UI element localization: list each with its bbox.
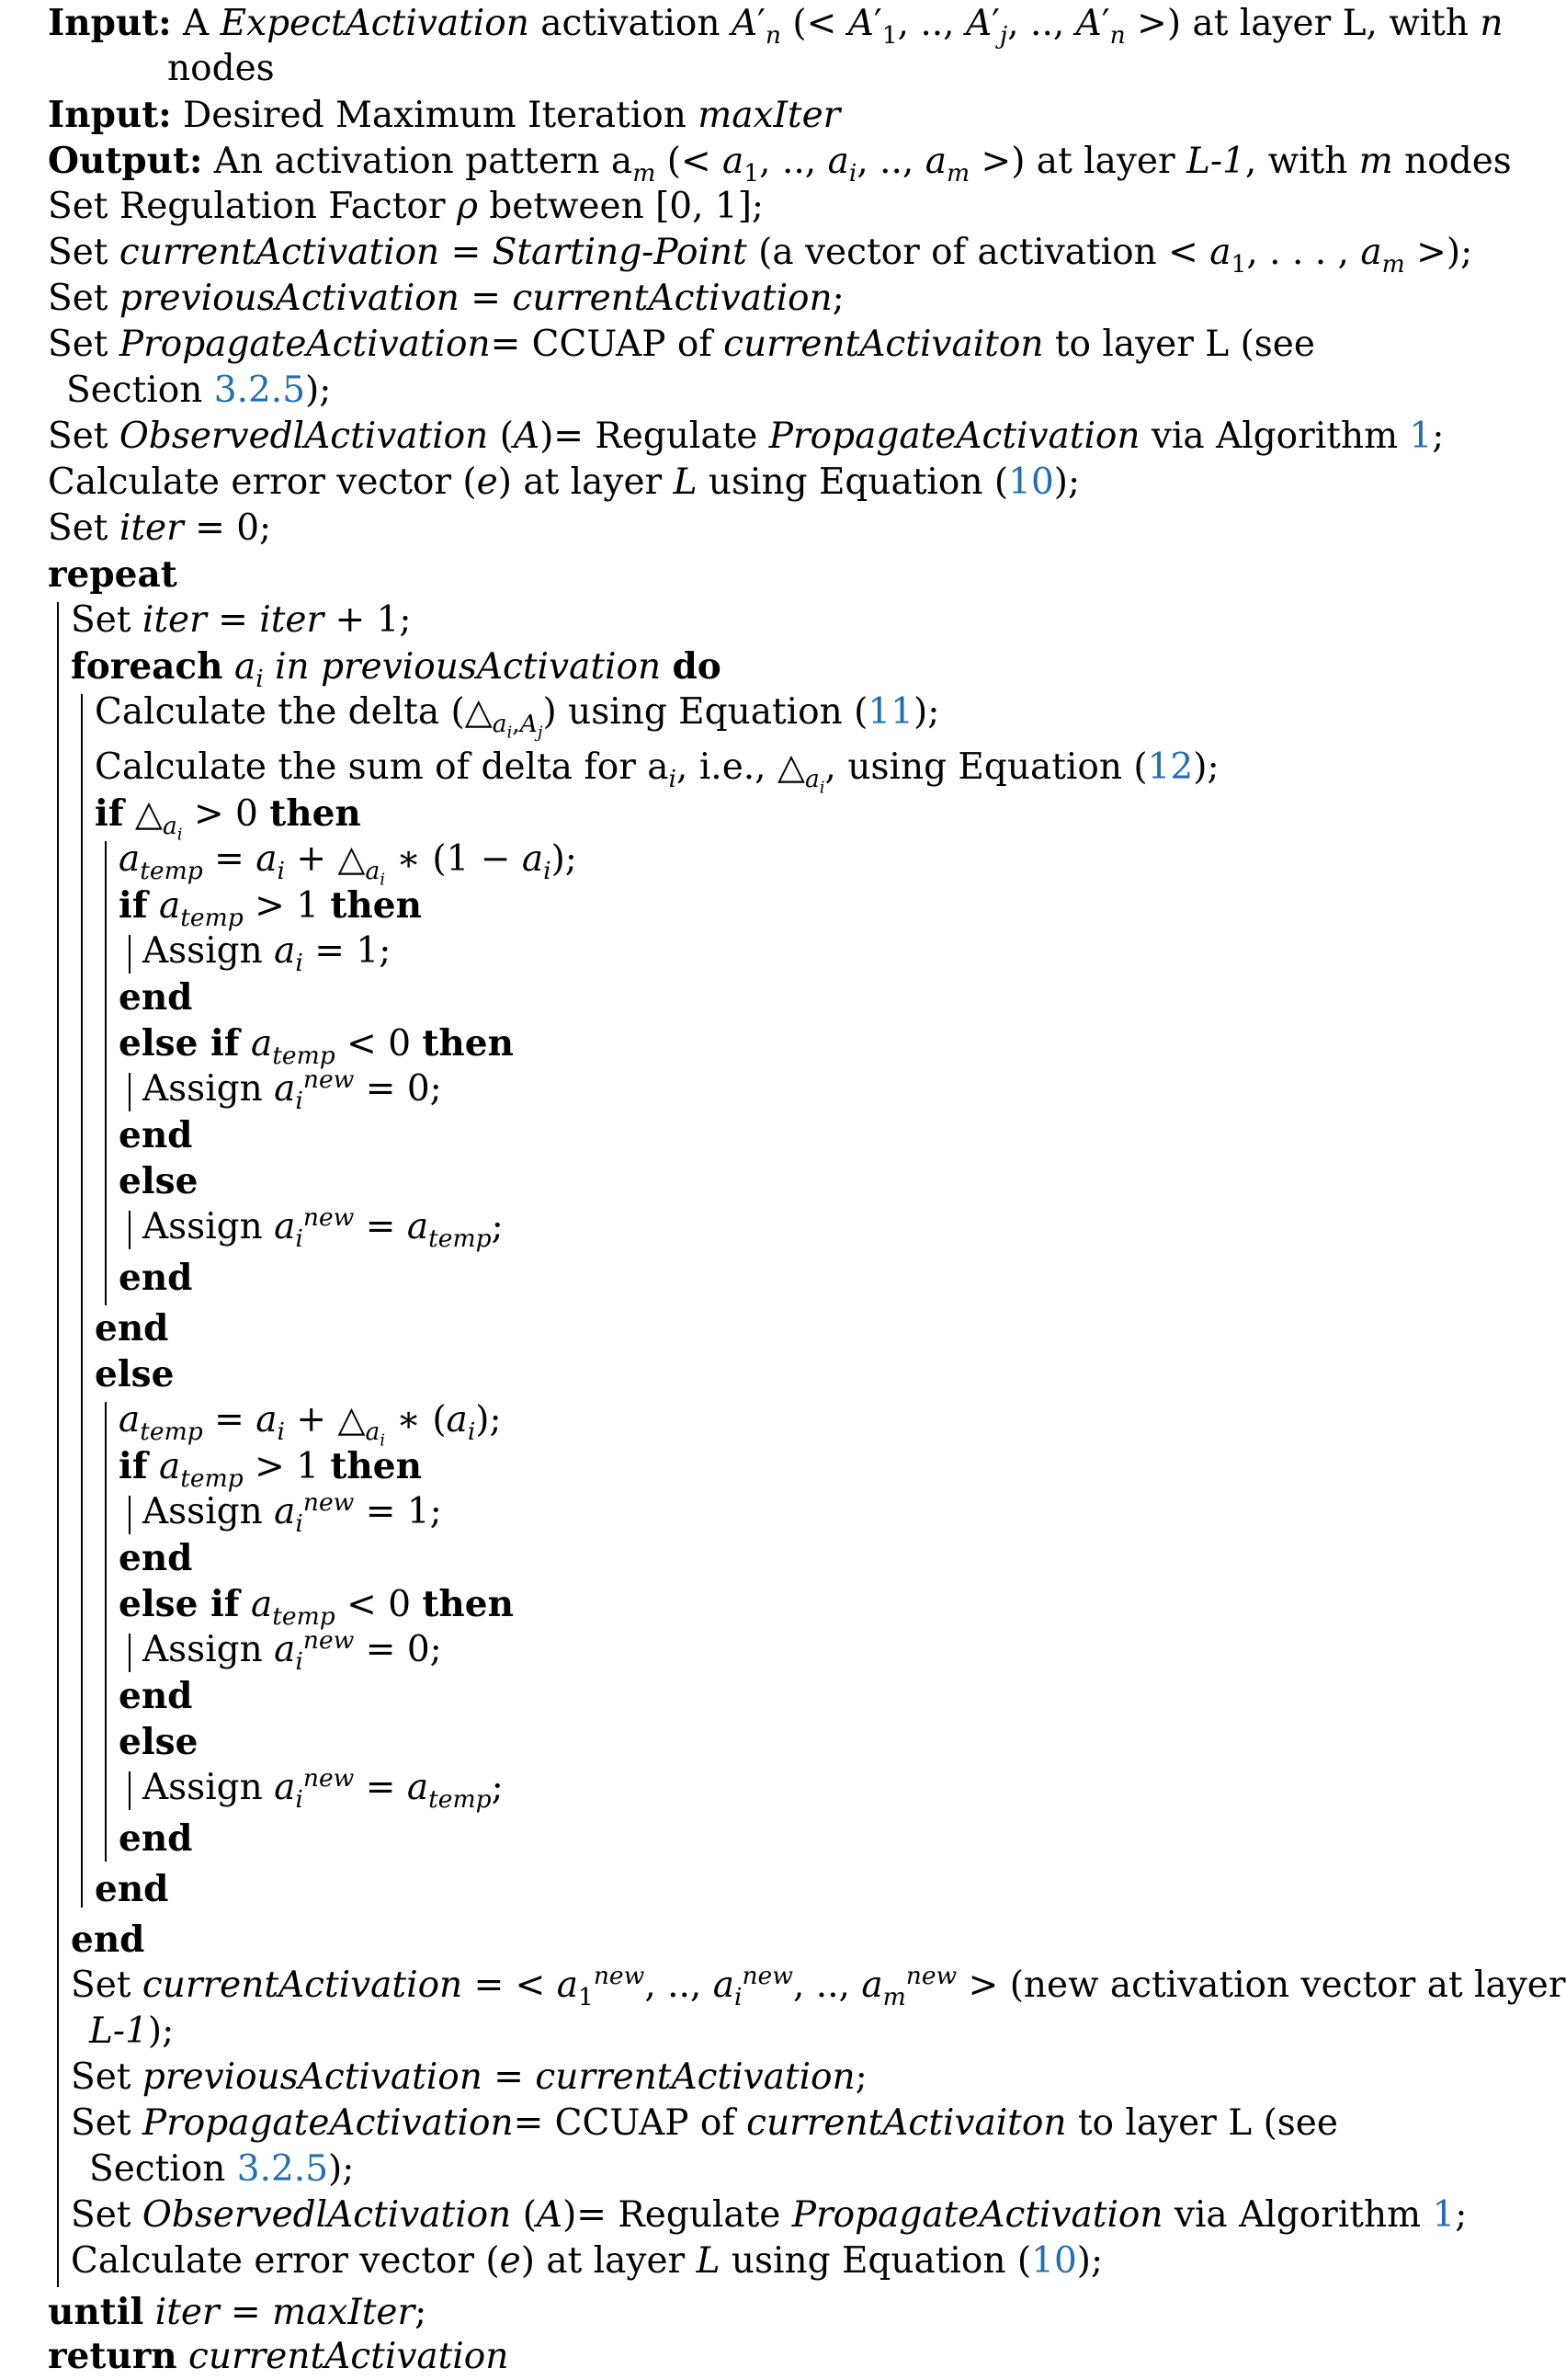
assign-ai-1: Assign $a_i = 1$; (142, 930, 392, 977)
if-atemp-gt-1: if $a_{temp} > 1$ then (119, 884, 422, 932)
algorithm-ref-link[interactable]: 1 (1432, 2194, 1456, 2236)
output-label: Output: (48, 140, 203, 182)
section-ref-link[interactable]: 3.2.5 (236, 2148, 329, 2190)
assign-new-1: Assign $a_i^{new} = 1$; (142, 1488, 442, 1538)
set-current-activation-cont: L-1); (89, 2010, 175, 2052)
algorithm-ref-link[interactable]: 1 (1409, 416, 1433, 457)
assign-new-temp: Assign $a_i^{new} = a_{temp}$; (142, 1764, 504, 1814)
equation-11-ref-link[interactable]: 11 (868, 691, 914, 733)
end-keyword: end (95, 1868, 169, 1910)
inner-block-rule (129, 1771, 130, 1810)
equation-10-ref-link[interactable]: 10 (1008, 461, 1054, 503)
end-keyword: end (119, 1257, 193, 1299)
inner-block-rule (129, 1211, 130, 1249)
init-propagate-activation-cont: Section 3.2.5); (66, 370, 332, 411)
else-block-rule (105, 1402, 107, 1862)
init-error-vector: Calculate error vector (e) at layer L using Equation (10); (48, 461, 1081, 503)
calc-sum-delta: Calculate the sum of delta for $a_i$, i.e., $\triangle_{a_i}$, using Equation (12); (95, 746, 1220, 798)
init-previous-activation: Set previousActivation = currentActivation; (48, 278, 845, 319)
section-ref-link[interactable]: 3.2.5 (213, 370, 306, 411)
if-atemp-gt-1: if $a_{temp} > 1$ then (119, 1445, 422, 1493)
inner-block-rule (129, 1634, 130, 1672)
calc-delta: Calculate the delta $(\triangle_{a_i,A_j})$ using Equation (11); (95, 691, 940, 743)
equation-12-ref-link[interactable]: 12 (1147, 746, 1194, 788)
input-label: Input: (48, 94, 172, 136)
init-regulation-factor: Set Regulation Factor ρ between [0, 1]; (48, 186, 765, 227)
set-iter-increment: Set iter = iter + 1; (71, 599, 412, 641)
loop-observed-activation: Set ObservedlActivation (A)= Regulate PropagateActivation via Algorithm 1; (71, 2194, 1468, 2236)
else-keyword: else (95, 1353, 175, 1395)
elseif-atemp-lt-0: else if $a_{temp} < 0$ then (119, 1583, 514, 1631)
input-expect-activation-cont: nodes (167, 48, 275, 89)
until-line: until iter = maxIter; (48, 2291, 427, 2333)
atemp-positive: $a_{temp} = a_i$ + $\triangle_{a_i}$ ∗ $(1 - a_i)$; (119, 838, 577, 890)
init-iter: Set iter = 0; (48, 507, 272, 549)
inner-block-rule (129, 1073, 130, 1111)
atemp-negative: $a_{temp} = a_i$ + $\triangle_{a_i}$ ∗ $(a_i)$; (119, 1399, 502, 1451)
end-keyword: end (119, 1114, 193, 1156)
loop-propagate-activation-cont: Section 3.2.5); (89, 2148, 355, 2190)
loop-propagate-activation: Set PropagateActivation= CCUAP of currentActivaiton to layer L (see (71, 2102, 1338, 2144)
loop-error-vector: Calculate error vector (e) at layer L using Equation (10); (71, 2240, 1104, 2282)
set-current-activation: Set currentActivation = < $a_1^{new}$, .., $a_i^{new}$, .., $a_m^{new} > (new$ activation vector at layer (71, 1962, 1566, 2011)
return-line: return currentActivation (48, 2335, 509, 2377)
end-keyword: end (119, 1675, 193, 1717)
input-max-iteration: Input: Desired Maximum Iteration maxIter (48, 94, 841, 136)
init-propagate-activation: Set PropagateActivation= CCUAP of currentActivaiton to layer L (see (48, 324, 1315, 365)
foreach-header: foreach $a_i$ in previousActivation do (71, 645, 721, 693)
elseif-atemp-lt-0: else if $a_{temp} < 0$ then (119, 1022, 514, 1070)
assign-new-0: Assign $a_i^{new} = 0$; (142, 1065, 442, 1115)
init-observed-activation: Set ObservedlActivation (A)= Regulate PropagateActivation via Algorithm 1; (48, 416, 1445, 457)
assign-new-temp: Assign $a_i^{new} = a_{temp}$; (142, 1203, 504, 1253)
input-expect-activation: Input: A ExpectActivation activation $A'_n$ (< $A'_1$, .., $A'_j$, .., $A'_n$ >) at layer L, with n (48, 2, 1504, 50)
end-keyword: end (119, 976, 193, 1019)
end-keyword: end (119, 1817, 193, 1860)
end-foreach-keyword: end (71, 1919, 145, 1961)
end-keyword: end (95, 1307, 169, 1349)
else-keyword: else (119, 1160, 199, 1202)
foreach-block-rule (81, 694, 83, 1907)
repeat-block-rule (57, 602, 59, 2287)
loop-previous-activation: Set previousActivation = currentActivation; (71, 2056, 868, 2098)
inner-block-rule (129, 1496, 130, 1534)
inner-block-rule (129, 935, 130, 974)
repeat-keyword: repeat (48, 553, 177, 596)
if-delta-positive: if $\triangle_{a_i} > 0$ then (95, 792, 361, 845)
if-positive-block-rule (105, 841, 107, 1305)
else-keyword: else (119, 1721, 199, 1763)
init-current-activation: Set currentActivation = Starting-Point (a vector of activation < $a_1$, . . . , $a_m$ >); (48, 232, 1473, 279)
input-label: Input: (48, 2, 172, 44)
equation-10-ref-link[interactable]: 10 (1031, 2240, 1077, 2282)
output-activation-pattern: Output: An activation pattern $a_m$ (< $a_1$, .., $a_i$, .., $a_m$ >) at layer L-1, with m nodes (48, 140, 1512, 188)
end-keyword: end (119, 1537, 193, 1579)
assign-new-0: Assign $a_i^{new} = 0$; (142, 1626, 442, 1676)
